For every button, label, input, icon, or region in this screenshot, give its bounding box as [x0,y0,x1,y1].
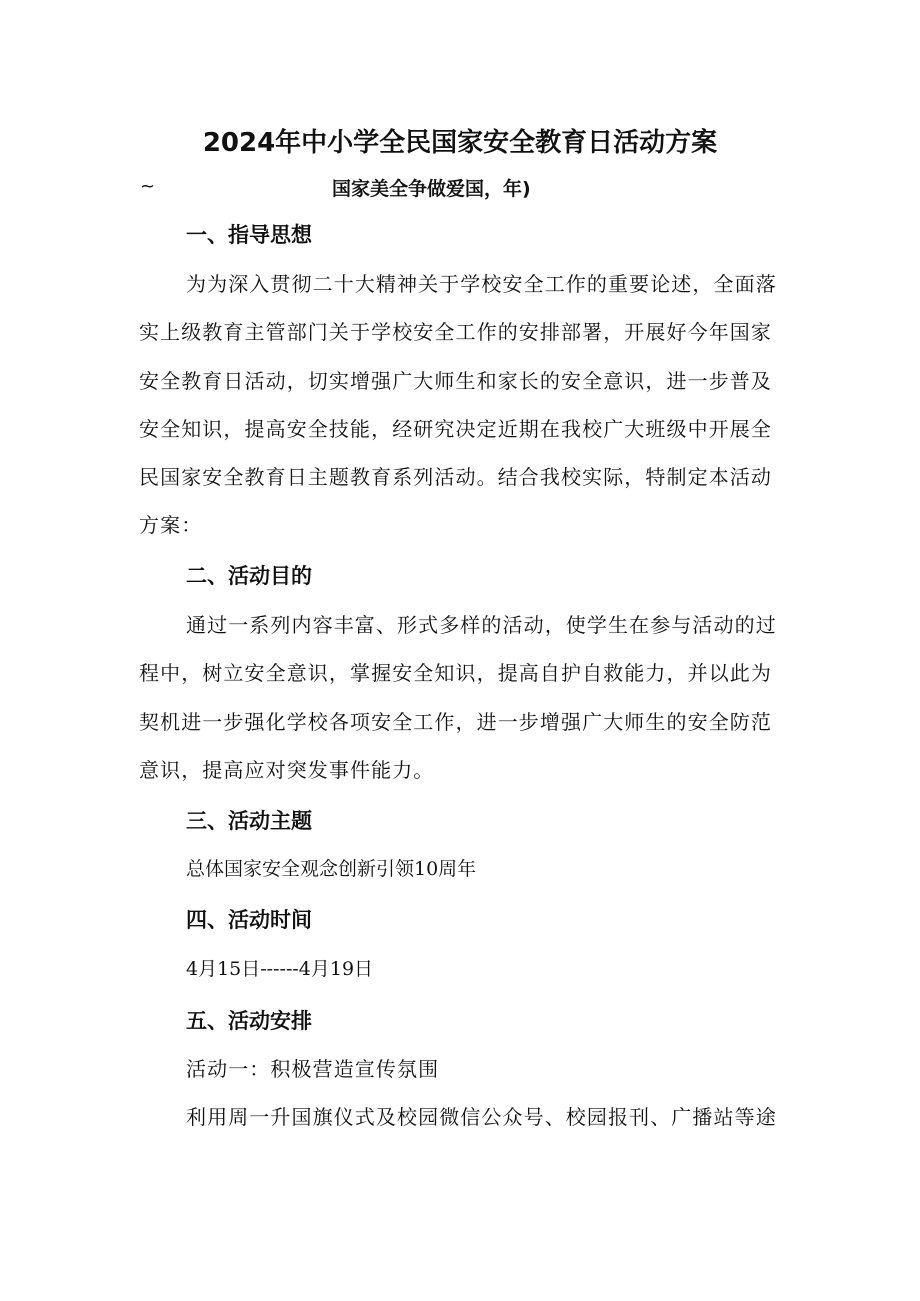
activity-title: 活动一：积极营造宣传氛围 [186,1057,440,1081]
subtitle-mark: ~ [140,176,156,197]
paragraph-line: 利用周一升国旗仪式及校园微信公众号、校园报刊、广播站等途 [186,1105,777,1129]
paragraph-line: 民国家安全教育日主题教育系列活动。结合我校实际，特制定本活动 [139,465,772,489]
paragraph-line: 通过一系列内容丰富、形式多样的活动，使学生在参与活动的过 [186,613,777,637]
section-heading: 三、活动主题 [186,809,312,833]
paragraph-line: 意识，提高应对突发事件能力。 [139,758,435,782]
paragraph-line: 方案： [139,513,203,537]
document-subtitle: 国家美全争做爱国，年) [332,178,531,200]
section-heading: 一、指导思想 [186,223,312,247]
document-title: 2024年中小学全民国家安全教育日活动方案 [202,128,718,158]
section-heading: 四、活动时间 [186,908,312,932]
theme-text: 总体国家安全观念创新引领10周年 [186,858,477,880]
paragraph-line: 实上级教育主管部门关于学校安全工作的安排部署，开展好今年国家 [139,320,772,344]
paragraph-line: 安全知识，提高安全技能，经研究决定近期在我校广大班级中开展全 [139,417,772,441]
time-text: 4月15日------4月19日 [186,958,374,980]
paragraph-line: 程中，树立安全意识，掌握安全知识，提高自护自救能力，并以此为 [139,661,772,685]
paragraph-line: 安全教育日活动，切实增强广大师生和家长的安全意识，进一步普及 [139,369,772,393]
paragraph-line: 为为深入贯彻二十大精神关于学校安全工作的重要论述，全面落 [186,272,777,296]
section-heading: 五、活动安排 [186,1009,312,1033]
section-heading: 二、活动目的 [186,564,312,588]
paragraph-line: 契机进一步强化学校各项安全工作，进一步增强广大师生的安全防范 [139,710,772,734]
